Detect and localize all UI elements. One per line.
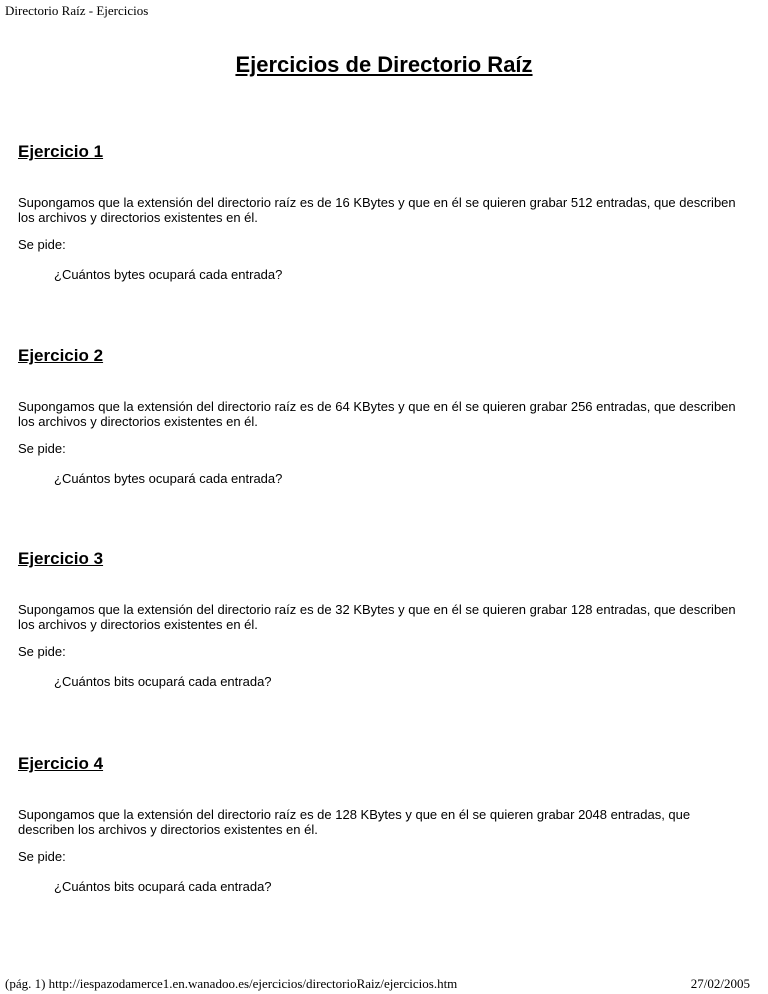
exercise-question: ¿Cuántos bytes ocupará cada entrada? (54, 471, 283, 486)
footer-date: 27/02/2005 (690, 976, 750, 991)
exercise-statement: Supongamos que la extensión del directorio raíz es de 64 KBytes y que en él se quieren grabar 256 entradas, que describen los archivos y directorios existentes en él. (18, 399, 736, 429)
exercise-statement: Supongamos que la extensión del directorio raíz es de 16 KBytes y que en él se quieren grabar 512 entradas, que describen los archivos y directorios existentes en él. (18, 195, 736, 225)
page-title: Ejercicios de Directorio Raíz (235, 52, 533, 77)
exercise-ask: Se pide: (18, 849, 66, 864)
exercise-statement: Supongamos que la extensión del directorio raíz es de 128 KBytes y que en él se quieren grabar 2048 entradas, que describen los archivos y directorios existentes en él. (18, 807, 691, 837)
exercise-ask: Se pide: (18, 441, 66, 456)
exercise-heading: Ejercicio 2 (18, 346, 104, 365)
exercise-4 (18, 754, 748, 894)
exercise-question: ¿Cuántos bits ocupará cada entrada? (54, 879, 272, 894)
footer-page-url: (pág. 1) http://iespazodamerce1.en.wanadoo.es/ejercicios/directorioRaiz/ejercicios.htm (5, 976, 458, 991)
exercise-question: ¿Cuántos bytes ocupará cada entrada? (54, 267, 283, 282)
exercise-3 (18, 549, 748, 689)
exercise-ask: Se pide: (18, 237, 66, 252)
exercise-1 (18, 142, 748, 282)
exercise-question: ¿Cuántos bits ocupará cada entrada? (54, 674, 272, 689)
exercise-heading: Ejercicio 3 (18, 549, 104, 568)
exercise-heading: Ejercicio 1 (18, 142, 104, 161)
exercise-heading: Ejercicio 4 (18, 754, 104, 773)
exercise-ask: Se pide: (18, 644, 66, 659)
print-header-title: Directorio Raíz - Ejercicios (5, 3, 149, 18)
exercise-2 (18, 346, 748, 486)
exercise-statement: Supongamos que la extensión del directorio raíz es de 32 KBytes y que en él se quieren grabar 128 entradas, que describen los archivos y directorios existentes en él. (18, 602, 736, 632)
print-footer (5, 976, 750, 992)
